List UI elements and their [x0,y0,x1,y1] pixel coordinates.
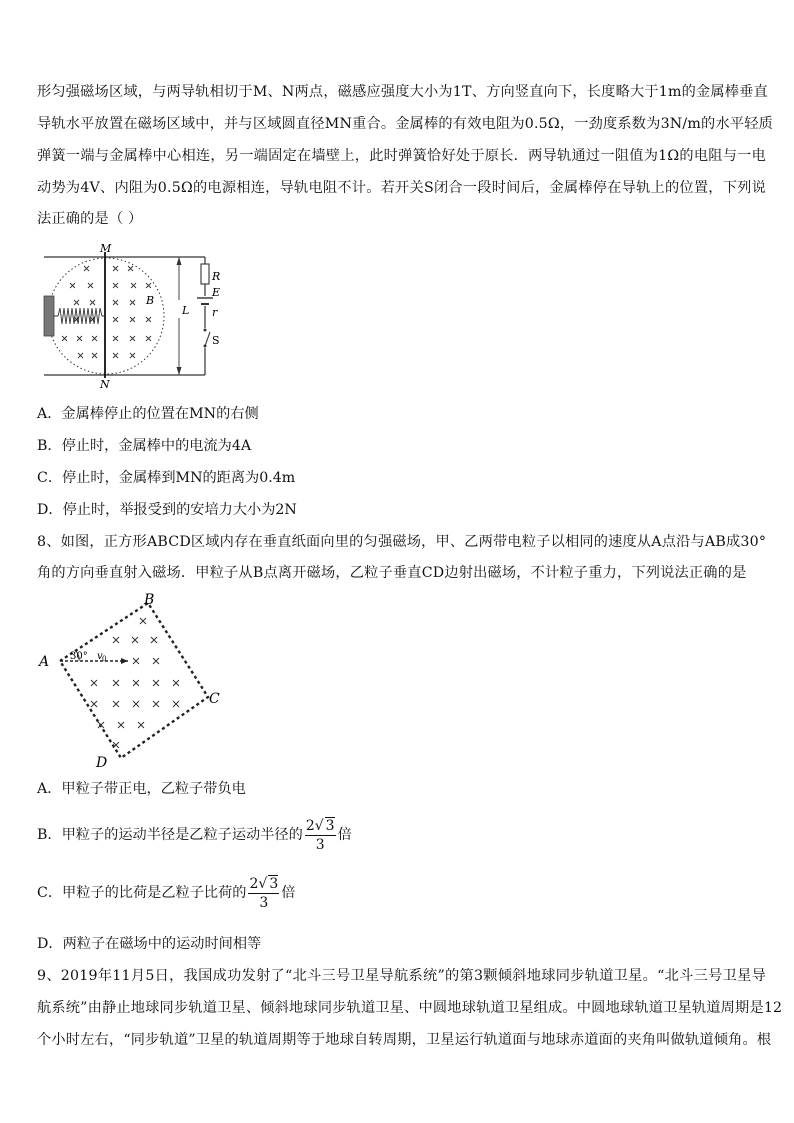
q7-option-c: C．停止时，金属棒到MN的距离为0.4m [37,470,296,486]
q8-option-c-suffix: 倍 [281,885,296,901]
label-E: E [212,286,221,299]
frac-radicand: 3 [269,876,279,892]
q8-option-b-suffix: 倍 [337,827,352,843]
fraction-two-root-three-over-three: $\frac{2√ 3}{3}$ [305,818,335,853]
angle-label: 30° [70,651,88,662]
q8-line-1: 8、如图，正方形ABCD区域内存在垂直纸面向里的匀强磁场，甲、乙两带电粒子以相同的速度从A点沿与AB成30° [37,534,767,550]
q8-option-c-text: C．甲粒子的比荷是乙粒子比荷的 [37,885,247,901]
label-B: B [146,294,155,307]
label-R: R [212,270,221,283]
label-M: M [100,242,112,255]
q9-line-1: 9、2019年11月5日，我国成功发射了“北斗三号卫星导航系统”的第3颗倾斜地球同步轨道卫星。“北斗三号卫星导 [37,968,766,984]
label-B-square: B [144,592,155,608]
q7-line-2: 导轨水平放置在磁场区域中，并与区域圆直径MN重合。金属棒的有效电阻为0.5Ω，一劲度系数为3N/m的水平轻质 [37,116,773,132]
frac-coefficient: 2 [305,818,315,834]
q7-line-1: 形匀强磁场区域，与两导轨相切于M、N两点，磁感应强度大小为1T、方向竖直向下，长度略大于1m的金属棒垂直 [37,84,768,100]
frac-radicand: 3 [325,818,335,834]
label-C: C [209,691,220,707]
q7-option-b: B．停止时，金属棒中的电流为4A [37,438,252,454]
frac-denominator: 3 [259,895,269,911]
q7-option-d: D．停止时，举报受到的安培力大小为2N [37,502,297,518]
q7-line-4: 动势为4V、内阻为0.5Ω的电源相连，导轨电阻不计。若开关S闭合一段时间后，金属棒停在导轨上的位置，下列说 [37,180,766,196]
q8-option-a: A．甲粒子带正电，乙粒子带负电 [37,781,246,797]
q9-line-3: 个小时左右，“同步轨道”卫星的轨道周期等于地球自转周期，卫星运行轨道面与地球赤道面的夹角叫做轨道倾角。根 [37,1032,772,1048]
frac-coefficient: 2 [249,876,259,892]
label-N: N [100,378,110,390]
q8-option-b [37,815,352,855]
q7-line-3: 弹簧一端与金属棒中心相连，另一端固定在墙壁上，此时弹簧恰好处于原长．两导轨通过一阻值为1Ω的电阻与一电 [37,148,766,164]
frac-denominator: 3 [315,837,325,853]
velocity-subscript: 0 [102,655,107,663]
magnetic-field-crosses-q8 [91,618,179,748]
label-r: r [212,306,218,319]
q8-option-b-text: B．甲粒子的运动半径是乙粒子运动半径的 [37,827,303,843]
velocity-label: v [97,651,103,662]
q7-line-5: 法正确的是（ ） [37,211,143,227]
q8-option-c [37,873,295,913]
fraction-two-root-three-over-three: $\frac{2√ 3}{3}$ [249,876,279,911]
q9-line-2: 航系统”由静止地球同步轨道卫星、倾斜地球同步轨道卫星、中圆地球轨道卫星组成。中圆地球轨道卫星轨道周期是12 [37,1000,783,1016]
label-A: A [39,654,50,670]
q8-option-d: D．两粒子在磁场中的运动时间相等 [37,936,262,952]
label-D: D [96,755,108,771]
label-S: S [212,334,220,347]
q7-circuit-figure [40,240,230,390]
q8-square-figure [36,590,236,772]
label-L: L [182,304,190,317]
q7-option-a: A．金属棒停止的位置在MN的右侧 [37,406,259,422]
q8-line-2: 角的方向垂直射入磁场．甲粒子从B点离开磁场，乙粒子垂直CD边射出磁场，不计粒子重力，下列说法正确的是 [37,565,747,581]
